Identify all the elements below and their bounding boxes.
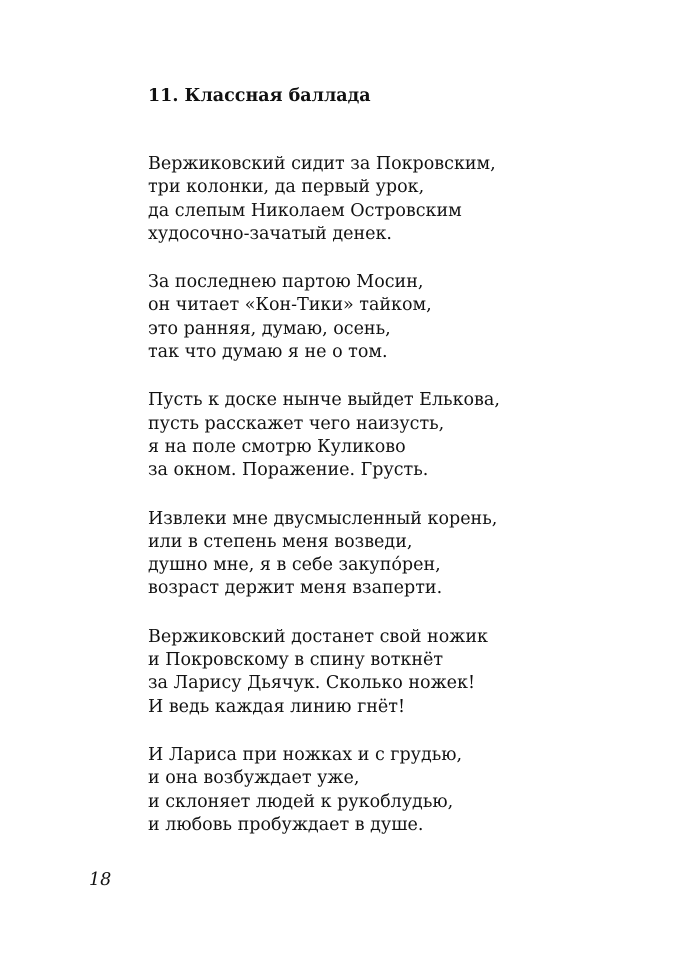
poem-line: три колонки, да первый урок,	[148, 177, 425, 198]
poem-title: 11. Классная баллада	[148, 86, 371, 106]
poem-line: или в степень меня возведи,	[148, 531, 413, 552]
poem-line: Вержиковский сидит за Покровским,	[148, 154, 496, 174]
stanza-2	[148, 271, 648, 364]
stanza-3	[148, 389, 648, 482]
poem-line: За последнею партою Мосин,	[148, 272, 424, 293]
poem-line: И ведь каждая линию гнёт!	[148, 696, 405, 717]
poem-line: и склоняет людей к рукоблудью,	[148, 791, 454, 812]
poem-line: Вержиковский достанет свой ножик	[148, 626, 488, 647]
stanza-6	[148, 744, 648, 837]
page-number: 18	[89, 870, 112, 890]
poem-line: это ранняя, думаю, осень,	[148, 318, 391, 339]
poem-line: пусть расскажет чего наизусть,	[148, 413, 445, 434]
stanza-5	[148, 626, 648, 719]
poem-line: я на поле смотрю Куликово	[148, 436, 406, 457]
poem-body	[148, 153, 648, 862]
poem-line: Извлеки мне двусмысленный корень,	[148, 508, 498, 529]
poem-line: худосочно-зачатый денек.	[148, 223, 392, 244]
poem-line: он читает «Кон-Тики» тайком,	[148, 295, 432, 316]
poem-line: за Ларису Дьячук. Сколько ножек!	[148, 673, 475, 694]
poem-line: так что думаю я не о том.	[148, 342, 388, 363]
poem-line: И Лариса при ножках и с грудью,	[148, 744, 463, 765]
poem-line: да слепым Николаем Островским	[148, 200, 462, 221]
stanza-1	[148, 153, 648, 246]
poem-line: душно мне, я в себе закупо́рен,	[148, 555, 441, 576]
poem-line: возраст держит меня взаперти.	[148, 578, 443, 599]
poem-line: и любовь пробуждает в душе.	[148, 814, 424, 835]
poem-line: за окном. Поражение. Грусть.	[148, 460, 429, 481]
stanza-4	[148, 508, 648, 601]
poem-line: и она возбуждает уже,	[148, 768, 360, 789]
poem-line: Пусть к доске нынче выйдет Елькова,	[148, 390, 500, 411]
poem-line: и Покровскому в спину воткнёт	[148, 650, 444, 671]
